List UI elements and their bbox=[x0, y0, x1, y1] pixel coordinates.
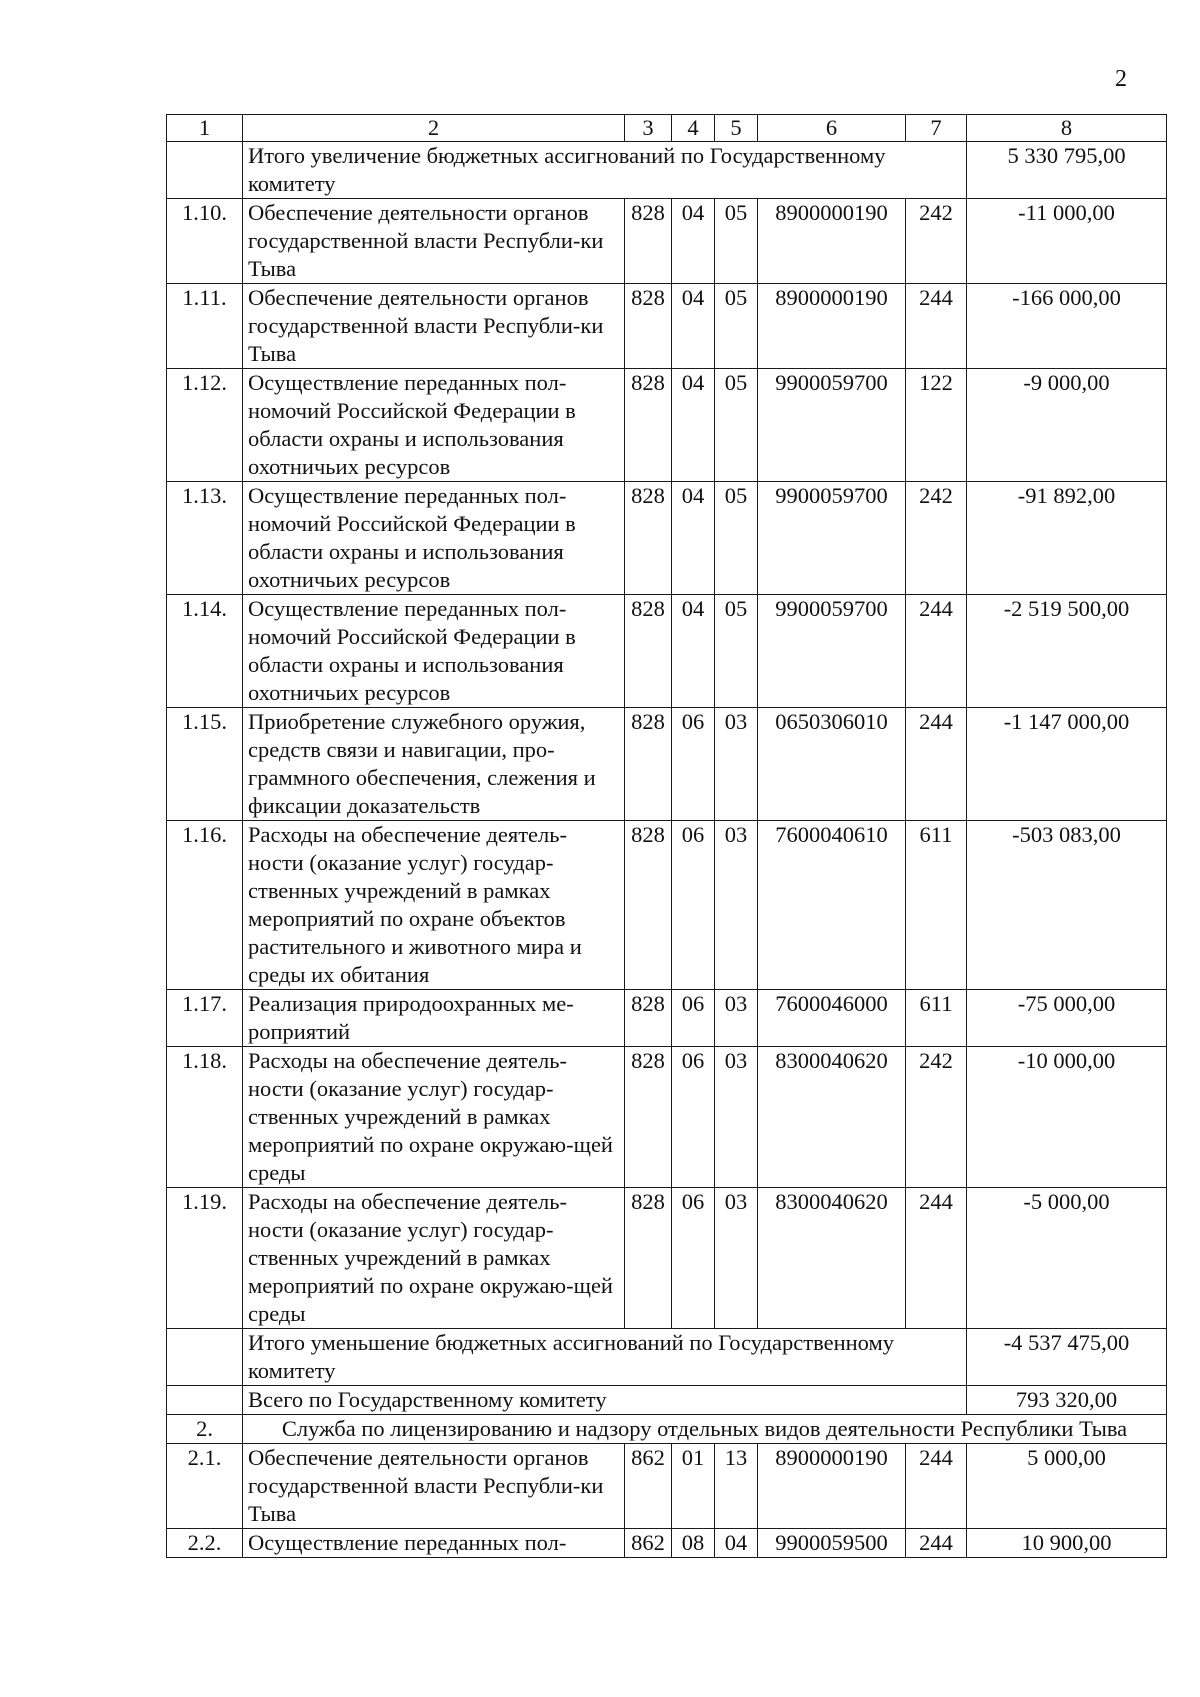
code-col-7: 244 bbox=[906, 1444, 967, 1529]
code-col-7: 244 bbox=[906, 708, 967, 821]
code-col-5: 03 bbox=[715, 1047, 758, 1188]
code-col-6: 7600046000 bbox=[758, 990, 906, 1047]
code-col-3: 862 bbox=[625, 1444, 672, 1529]
row-amount: -91 892,00 bbox=[967, 482, 1167, 595]
row-amount: -503 083,00 bbox=[967, 821, 1167, 990]
table-row bbox=[167, 1444, 1167, 1529]
row-description: Расходы на обеспечение деятель-ности (оказание услуг) государ-ственных учреждений в рамках мероприятий по охране объектов растительного и животного мира и среды их обитания bbox=[243, 821, 625, 990]
code-col-6: 8300040620 bbox=[758, 1047, 906, 1188]
code-col-6: 7600040610 bbox=[758, 821, 906, 990]
code-col-4: 04 bbox=[672, 284, 715, 369]
code-col-3: 828 bbox=[625, 1047, 672, 1188]
row-description: Обеспечение деятельности органов государственной власти Республи-ки Тыва bbox=[243, 1444, 625, 1529]
empty-cell bbox=[167, 142, 243, 199]
code-col-6: 9900059500 bbox=[758, 1529, 906, 1558]
table-row bbox=[167, 708, 1167, 821]
section-row bbox=[167, 1415, 1167, 1444]
header-cell-2: 2 bbox=[243, 115, 625, 142]
table-row bbox=[167, 369, 1167, 482]
code-col-4: 06 bbox=[672, 1188, 715, 1329]
code-col-5: 13 bbox=[715, 1444, 758, 1529]
header-cell-5: 5 bbox=[715, 115, 758, 142]
code-col-4: 06 bbox=[672, 821, 715, 990]
row-amount: -166 000,00 bbox=[967, 284, 1167, 369]
page-number: 2 bbox=[1115, 66, 1127, 92]
total-amount: 5 330 795,00 bbox=[967, 142, 1167, 199]
row-description: Осуществление переданных пол-номочий Российской Федерации в области охраны и использования охотничьих ресурсов bbox=[243, 369, 625, 482]
row-description: Осуществление переданных пол- bbox=[243, 1529, 625, 1558]
code-col-4: 08 bbox=[672, 1529, 715, 1558]
code-col-6: 9900059700 bbox=[758, 369, 906, 482]
row-amount: -5 000,00 bbox=[967, 1188, 1167, 1329]
code-col-7: 244 bbox=[906, 595, 967, 708]
code-col-5: 03 bbox=[715, 821, 758, 990]
empty-cell bbox=[167, 1329, 243, 1386]
table-row bbox=[167, 482, 1167, 595]
row-amount: 10 900,00 bbox=[967, 1529, 1167, 1558]
row-description: Приобретение служебного оружия, средств связи и навигации, про-граммного обеспечения, слежения и фиксации доказательств bbox=[243, 708, 625, 821]
table-row bbox=[167, 1188, 1167, 1329]
row-number: 1.18. bbox=[167, 1047, 243, 1188]
table-row bbox=[167, 990, 1167, 1047]
code-col-5: 05 bbox=[715, 482, 758, 595]
code-col-3: 828 bbox=[625, 1188, 672, 1329]
row-number: 2.2. bbox=[167, 1529, 243, 1558]
row-number: 1.15. bbox=[167, 708, 243, 821]
total-amount: 793 320,00 bbox=[967, 1386, 1167, 1415]
row-number: 1.16. bbox=[167, 821, 243, 990]
code-col-3: 828 bbox=[625, 821, 672, 990]
code-col-5: 03 bbox=[715, 1188, 758, 1329]
code-col-5: 04 bbox=[715, 1529, 758, 1558]
row-number: 1.12. bbox=[167, 369, 243, 482]
code-col-7: 242 bbox=[906, 482, 967, 595]
header-cell-1: 1 bbox=[167, 115, 243, 142]
code-col-6: 8900000190 bbox=[758, 1444, 906, 1529]
table-row bbox=[167, 199, 1167, 284]
row-number: 1.14. bbox=[167, 595, 243, 708]
code-col-3: 862 bbox=[625, 1529, 672, 1558]
code-col-7: 611 bbox=[906, 821, 967, 990]
table-row bbox=[167, 1047, 1167, 1188]
code-col-6: 9900059700 bbox=[758, 482, 906, 595]
code-col-6: 8300040620 bbox=[758, 1188, 906, 1329]
code-col-4: 06 bbox=[672, 1047, 715, 1188]
code-col-3: 828 bbox=[625, 284, 672, 369]
section-title: Служба по лицензированию и надзору отдельных видов деятельности Республики Тыва bbox=[243, 1415, 1167, 1444]
code-col-5: 05 bbox=[715, 369, 758, 482]
row-description: Реализация природоохранных ме-роприятий bbox=[243, 990, 625, 1047]
code-col-7: 244 bbox=[906, 284, 967, 369]
total-row bbox=[167, 142, 1167, 199]
code-col-5: 05 bbox=[715, 284, 758, 369]
table-row bbox=[167, 1529, 1167, 1558]
code-col-4: 01 bbox=[672, 1444, 715, 1529]
row-description: Расходы на обеспечение деятель-ности (оказание услуг) государ-ственных учреждений в рамках мероприятий по охране окружаю-щей среды bbox=[243, 1188, 625, 1329]
code-col-6: 8900000190 bbox=[758, 284, 906, 369]
total-row bbox=[167, 1329, 1167, 1386]
total-label: Всего по Государственному комитету bbox=[243, 1386, 967, 1415]
budget-table bbox=[166, 114, 1167, 1558]
total-label: Итого уменьшение бюджетных ассигнований по Государственному комитету bbox=[243, 1329, 967, 1386]
row-amount: -75 000,00 bbox=[967, 990, 1167, 1047]
row-number: 2.1. bbox=[167, 1444, 243, 1529]
code-col-5: 03 bbox=[715, 708, 758, 821]
row-amount: -1 147 000,00 bbox=[967, 708, 1167, 821]
row-number: 1.11. bbox=[167, 284, 243, 369]
table-header-row bbox=[167, 115, 1167, 142]
code-col-3: 828 bbox=[625, 199, 672, 284]
code-col-3: 828 bbox=[625, 990, 672, 1047]
row-number: 1.19. bbox=[167, 1188, 243, 1329]
code-col-6: 0650306010 bbox=[758, 708, 906, 821]
code-col-3: 828 bbox=[625, 595, 672, 708]
code-col-5: 03 bbox=[715, 990, 758, 1047]
header-cell-3: 3 bbox=[625, 115, 672, 142]
total-amount: -4 537 475,00 bbox=[967, 1329, 1167, 1386]
header-cell-7: 7 bbox=[906, 115, 967, 142]
row-number: 1.17. bbox=[167, 990, 243, 1047]
code-col-4: 04 bbox=[672, 369, 715, 482]
row-amount: -9 000,00 bbox=[967, 369, 1167, 482]
table-row bbox=[167, 284, 1167, 369]
row-description: Расходы на обеспечение деятель-ности (оказание услуг) государ-ственных учреждений в рамках мероприятий по охране окружаю-щей среды bbox=[243, 1047, 625, 1188]
code-col-4: 06 bbox=[672, 708, 715, 821]
code-col-4: 04 bbox=[672, 199, 715, 284]
row-amount: -2 519 500,00 bbox=[967, 595, 1167, 708]
table-row bbox=[167, 595, 1167, 708]
code-col-3: 828 bbox=[625, 482, 672, 595]
header-cell-8: 8 bbox=[967, 115, 1167, 142]
code-col-5: 05 bbox=[715, 199, 758, 284]
header-cell-6: 6 bbox=[758, 115, 906, 142]
code-col-3: 828 bbox=[625, 369, 672, 482]
row-description: Осуществление переданных пол-номочий Российской Федерации в области охраны и использования охотничьих ресурсов bbox=[243, 482, 625, 595]
row-description: Обеспечение деятельности органов государственной власти Республи-ки Тыва bbox=[243, 199, 625, 284]
code-col-4: 06 bbox=[672, 990, 715, 1047]
row-amount: -11 000,00 bbox=[967, 199, 1167, 284]
code-col-7: 122 bbox=[906, 369, 967, 482]
code-col-7: 242 bbox=[906, 1047, 967, 1188]
code-col-4: 04 bbox=[672, 482, 715, 595]
row-number: 1.10. bbox=[167, 199, 243, 284]
code-col-3: 828 bbox=[625, 708, 672, 821]
row-amount: -10 000,00 bbox=[967, 1047, 1167, 1188]
row-description: Обеспечение деятельности органов государственной власти Республи-ки Тыва bbox=[243, 284, 625, 369]
code-col-7: 244 bbox=[906, 1188, 967, 1329]
code-col-7: 611 bbox=[906, 990, 967, 1047]
table-row bbox=[167, 821, 1167, 990]
total-row bbox=[167, 1386, 1167, 1415]
code-col-7: 244 bbox=[906, 1529, 967, 1558]
row-number: 1.13. bbox=[167, 482, 243, 595]
section-number: 2. bbox=[167, 1415, 243, 1444]
code-col-6: 8900000190 bbox=[758, 199, 906, 284]
code-col-6: 9900059700 bbox=[758, 595, 906, 708]
header-cell-4: 4 bbox=[672, 115, 715, 142]
row-amount: 5 000,00 bbox=[967, 1444, 1167, 1529]
code-col-4: 04 bbox=[672, 595, 715, 708]
row-description: Осуществление переданных пол-номочий Российской Федерации в области охраны и использования охотничьих ресурсов bbox=[243, 595, 625, 708]
total-label: Итого увеличение бюджетных ассигнований по Государственному комитету bbox=[243, 142, 967, 199]
code-col-5: 05 bbox=[715, 595, 758, 708]
empty-cell bbox=[167, 1386, 243, 1415]
code-col-7: 242 bbox=[906, 199, 967, 284]
